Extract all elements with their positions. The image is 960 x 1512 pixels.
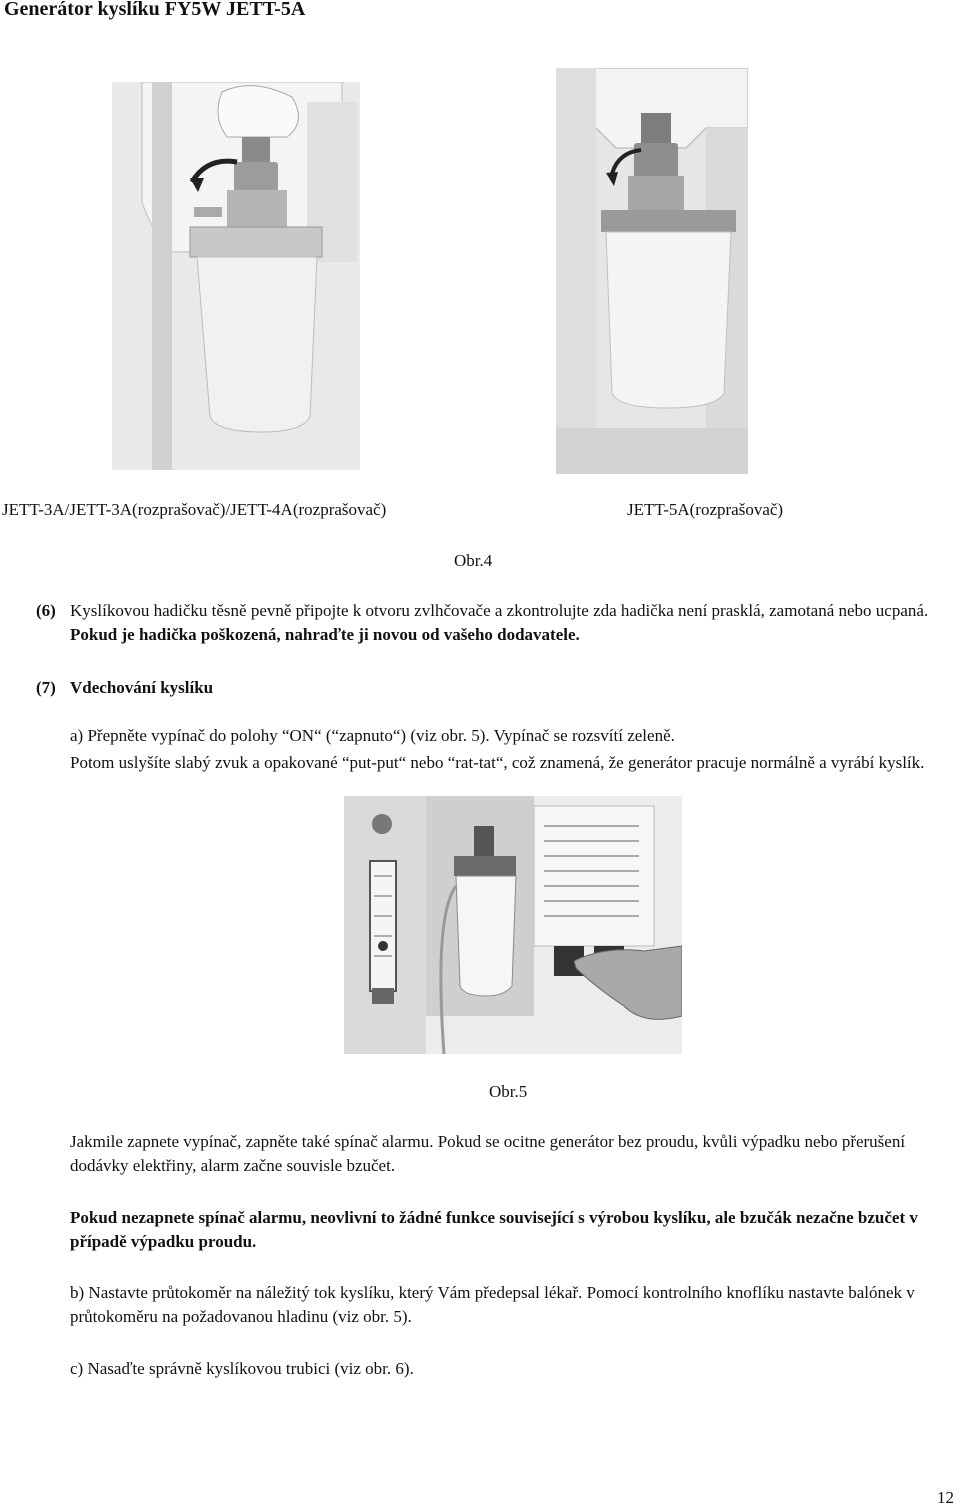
figure4-right-caption: JETT-5A(rozprašovač) — [627, 500, 784, 519]
flowmeter-switch-illustration — [344, 796, 682, 1054]
step7-number: (7) — [36, 678, 56, 697]
item-a-line1: a) Přepněte vypínač do polohy “ON“ (“zapnuto“) (viz obr. 5). Vypínač se rozsvítí zeleně. — [70, 726, 675, 745]
item-b: b) Nastavte průtokoměr na náležitý tok kyslíku, který Vám předepsal lékař. Pomocí kontrolního knoflíku nastavte balónek v průtokoměru na požadovanou hladinu (viz obr. 5). — [70, 1283, 915, 1326]
humidifier-illustration-left — [112, 82, 360, 470]
humidifier-illustration-right — [556, 68, 748, 474]
step6-paragraph — [70, 599, 950, 647]
alarm-note: Jakmile zapnete vypínač, zapněte také spínač alarmu. Pokud se ocitne generátor bez proudu, kvůli výpadku nebo přerušení dodávky elektřiny, alarm začne souvisle bzučet. — [70, 1132, 906, 1175]
figure4-left-caption: JETT-3A/JETT-3A(rozprašovač)/JETT-4A(rozprašovač) — [2, 500, 387, 519]
page-number: 12 — [937, 1488, 954, 1507]
flowmeter-switch-photo — [344, 796, 682, 1054]
humidifier-photo-jett3a — [112, 82, 360, 470]
alarm-warning: Pokud nezapnete spínač alarmu, neovlivní to žádné funkce související s výrobou kyslíku, ale bzučák nezačne bzučet v případě výpadku proudu. — [70, 1208, 918, 1251]
step6-number: (6) — [36, 601, 56, 620]
page-title: Generátor kyslíku FY5W JETT-5A — [4, 0, 306, 20]
item-c: c) Nasaďte správně kyslíkovou trubici (viz obr. 6). — [70, 1359, 414, 1378]
item-a-line2: Potom uslyšíte slabý zvuk a opakované “put-put“ nebo “rat-tat“, což znamená, že generátor pracuje normálně a vyrábí kyslík. — [70, 753, 925, 772]
figure4-label: Obr.4 — [454, 551, 493, 570]
step6-text: Kyslíkovou hadičku těsně pevně připojte k otvoru zvlhčovače a zkontrolujte zda hadička není prasklá, zamotaná nebo ucpaná. — [70, 601, 929, 620]
step6-warning: Pokud je hadička poškozená, nahraďte ji novou od vašeho dodavatele. — [70, 625, 580, 644]
humidifier-photo-jett5a — [556, 68, 748, 474]
figure5-label: Obr.5 — [489, 1082, 528, 1101]
step7-heading: Vdechování kyslíku — [70, 678, 214, 697]
